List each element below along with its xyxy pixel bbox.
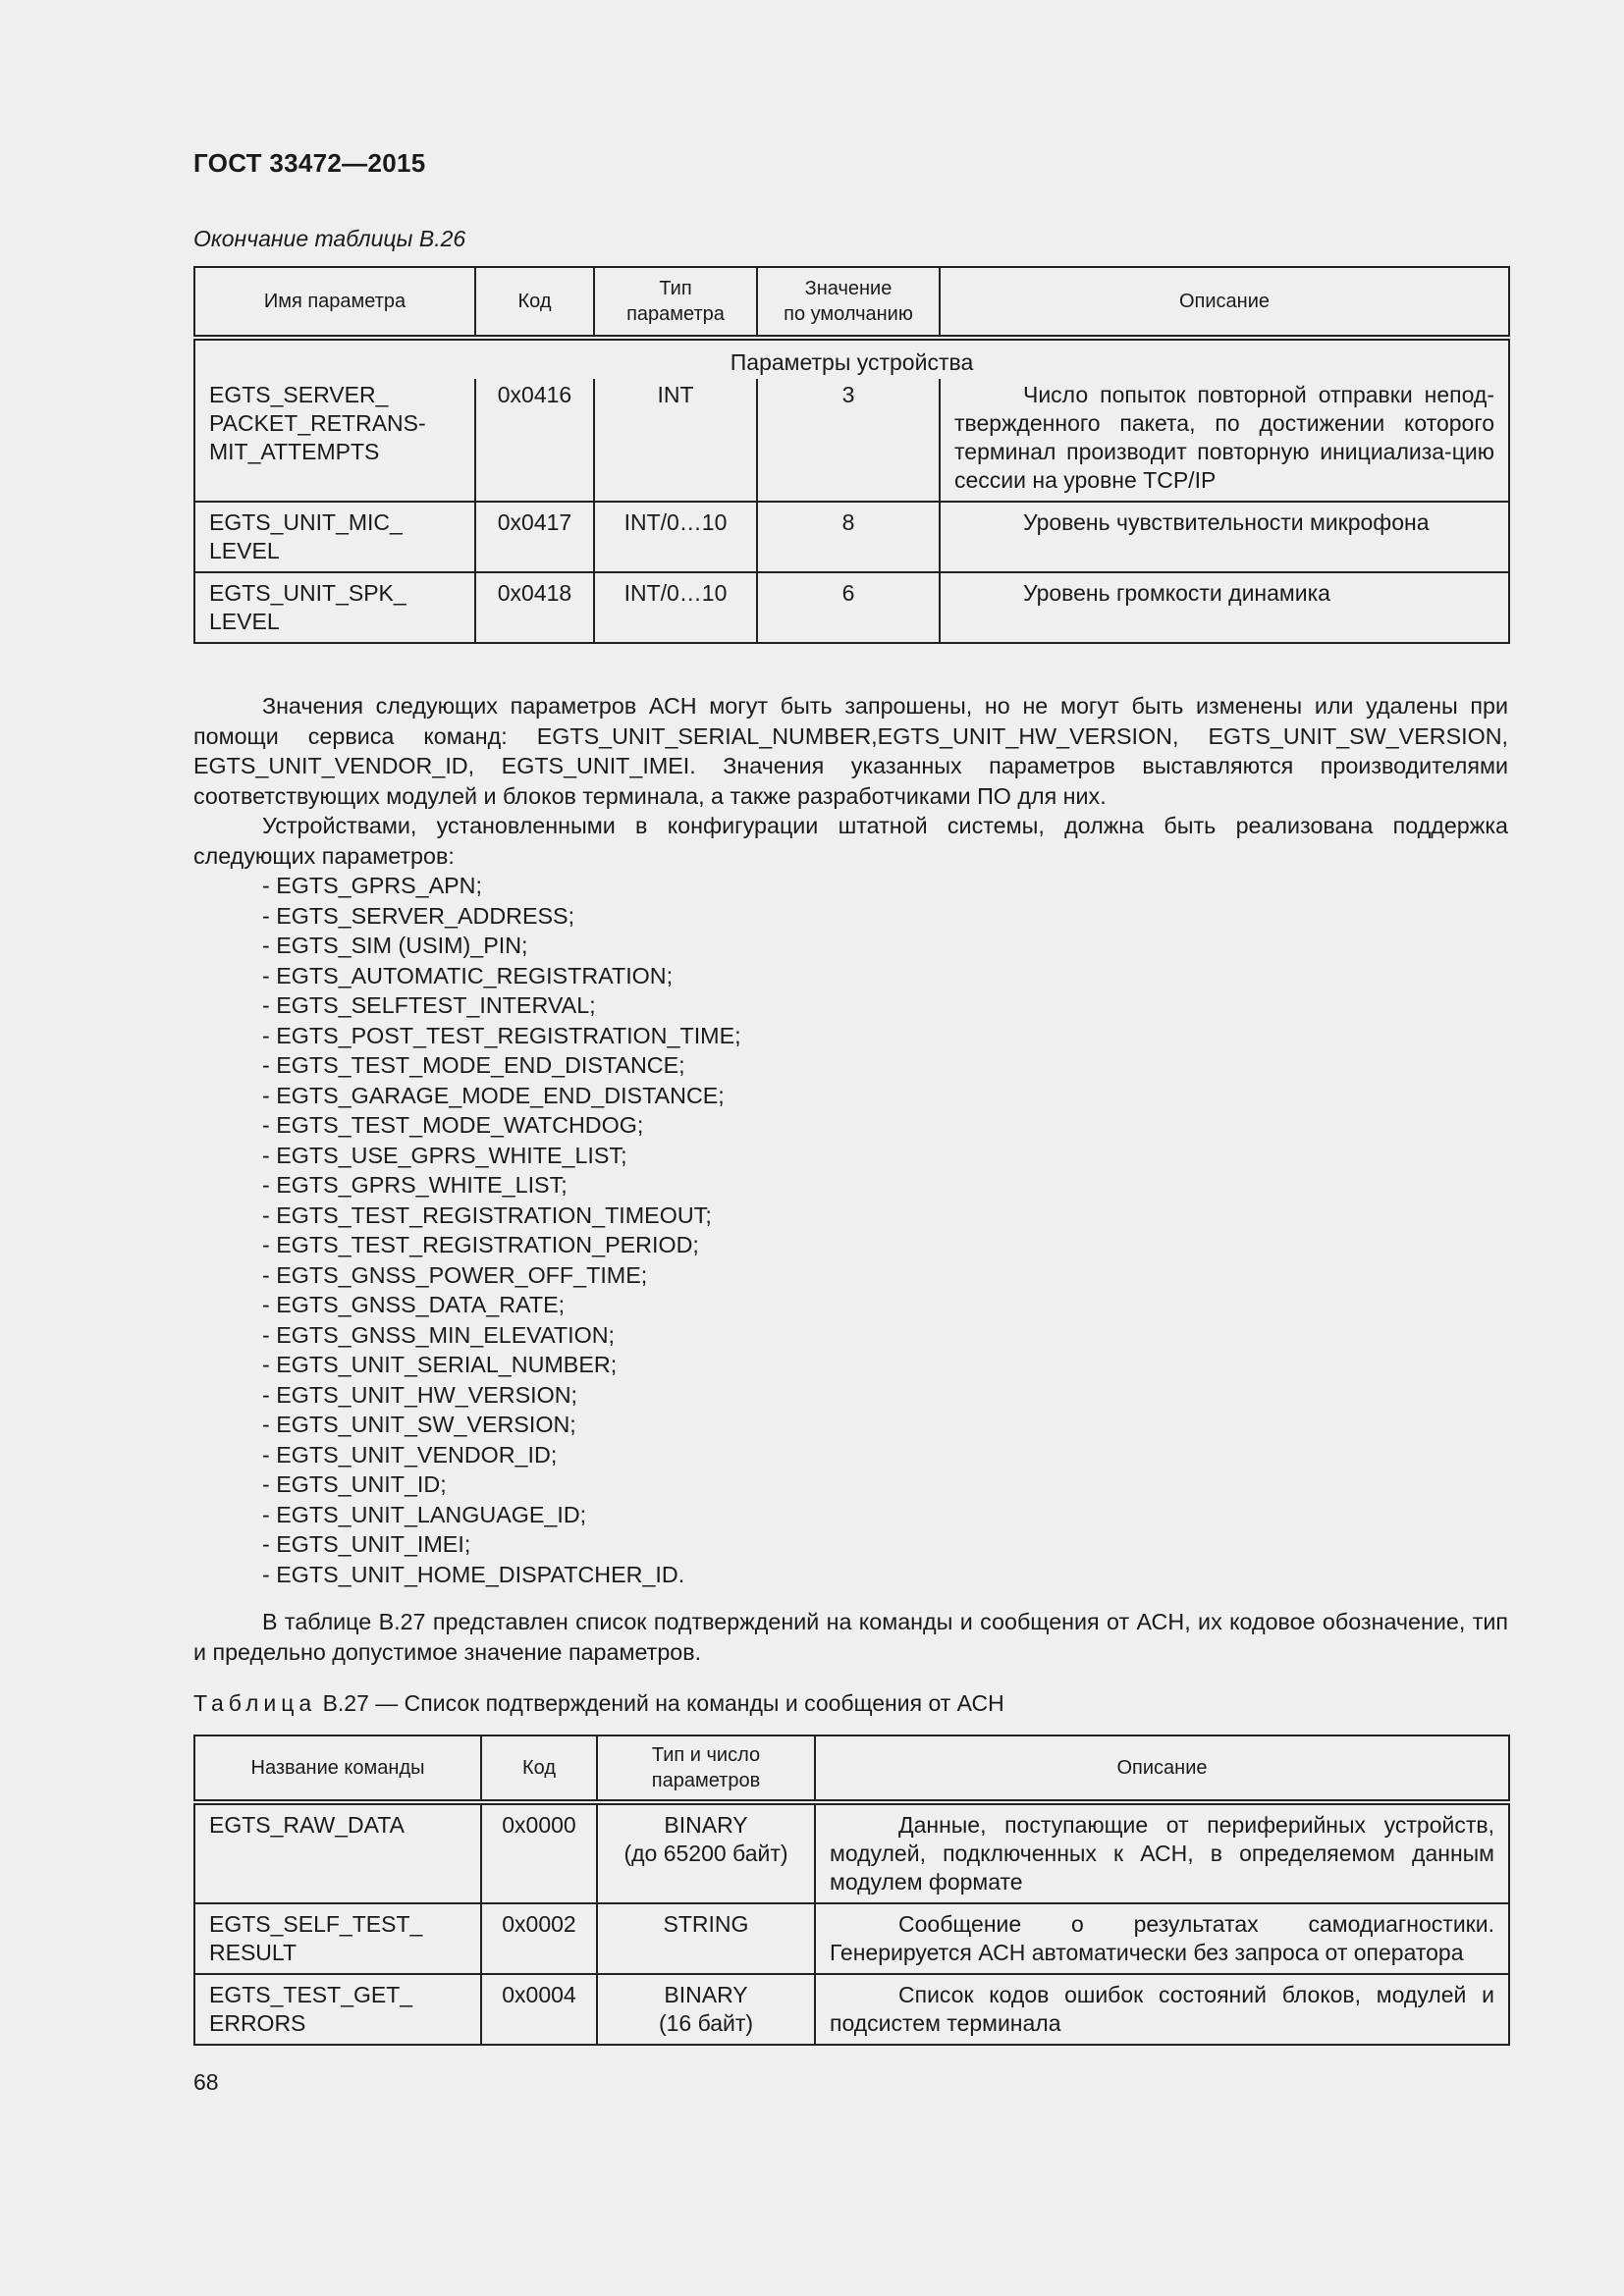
list-item: - EGTS_TEST_REGISTRATION_PERIOD; — [262, 1232, 699, 1257]
param-type: INT/0…10 — [594, 572, 757, 643]
command-description: Сообщение о результатах самодиагностики. Генерируется АСН автоматически без запроса от оператора — [815, 1903, 1509, 1974]
list-item: - EGTS_SIM (USIM)_PIN; — [262, 933, 528, 958]
table-title: В.27 — Список подтверждений на команды и сообщения от АСН — [316, 1690, 1004, 1716]
list-item: - EGTS_UNIT_IMEI; — [262, 1531, 471, 1557]
list-item: - EGTS_TEST_REGISTRATION_TIMEOUT; — [262, 1201, 712, 1228]
page-number: 68 — [193, 2069, 219, 2095]
param-default: 6 — [757, 572, 940, 643]
paragraph: В таблице В.27 представлен список подтверждений на команды и сообщения от АСН, их кодовое обозначение, тип и предельно допустимое значение параметров. — [193, 1609, 1508, 1665]
column-header: Тип параметра — [594, 267, 757, 338]
param-code: 0x0417 — [475, 502, 594, 572]
list-item: - EGTS_AUTOMATIC_REGISTRATION; — [262, 962, 674, 988]
table-b27 — [193, 1735, 1510, 2046]
column-header: Имя параметра — [194, 267, 475, 338]
param-name: EGTS_SERVER_ PACKET_RETRANS- MIT_ATTEMPTS — [194, 379, 475, 502]
list-item: - EGTS_SELFTEST_INTERVAL; — [262, 992, 596, 1018]
param-default: 3 — [757, 379, 940, 502]
list-item: - EGTS_GNSS_MIN_ELEVATION; — [262, 1321, 616, 1348]
table-row — [194, 1974, 1509, 2045]
table2-caption — [193, 1690, 1004, 1717]
body-text — [193, 691, 1508, 1589]
command-description: Список кодов ошибок состояний блоков, модулей и подсистем терминала — [815, 1974, 1509, 2045]
command-description: Данные, поступающие от периферийных устройств, модулей, подключенных к АСН, в определяемом данным модулем формате — [815, 1802, 1509, 1903]
param-code: 0x0418 — [475, 572, 594, 643]
list-item: - EGTS_GPRS_WHITE_LIST; — [262, 1172, 568, 1198]
param-type: INT/0…10 — [594, 502, 757, 572]
table-row — [194, 1903, 1509, 1974]
param-code: 0x0416 — [475, 379, 594, 502]
param-name: EGTS_UNIT_SPK_ LEVEL — [194, 572, 475, 643]
section-label: Параметры устройства — [194, 338, 1509, 379]
list-item: - EGTS_UNIT_VENDOR_ID; — [262, 1441, 558, 1468]
command-code: 0x0000 — [481, 1802, 597, 1903]
command-code: 0x0004 — [481, 1974, 597, 2045]
table-row — [194, 1802, 1509, 1903]
list-item: - EGTS_UNIT_ID; — [262, 1471, 447, 1497]
list-item: - EGTS_SERVER_ADDRESS; — [262, 902, 575, 929]
document-header: ГОСТ 33472—2015 — [193, 148, 426, 178]
command-name: EGTS_RAW_DATA — [194, 1802, 481, 1903]
list-item: - EGTS_GARAGE_MODE_END_DISTANCE; — [262, 1082, 725, 1108]
list-item: - EGTS_TEST_MODE_END_DISTANCE; — [262, 1052, 685, 1078]
list-item: - EGTS_GPRS_APN; — [262, 873, 482, 898]
body-text-2 — [193, 1607, 1508, 1667]
parameter-list — [193, 871, 1508, 1589]
param-name: EGTS_UNIT_MIC_ LEVEL — [194, 502, 475, 572]
list-item: - EGTS_UNIT_LANGUAGE_ID; — [262, 1501, 587, 1527]
column-header: Тип и число параметров — [597, 1735, 815, 1802]
command-type: BINARY (до 65200 байт) — [597, 1802, 815, 1903]
column-header: Код — [481, 1735, 597, 1802]
table-row — [194, 379, 1509, 502]
paragraph: Устройствами, установленными в конфигурации штатной системы, должна быть реализована поддержка следующих параметров: — [193, 813, 1508, 869]
list-item: - EGTS_UNIT_HOME_DISPATCHER_ID. — [262, 1561, 685, 1587]
table-row — [194, 572, 1509, 643]
param-description: Уровень чувствительности микрофона — [940, 502, 1509, 572]
param-default: 8 — [757, 502, 940, 572]
column-header: Код — [475, 267, 594, 338]
column-header: Название команды — [194, 1735, 481, 1802]
list-item: - EGTS_GNSS_DATA_RATE; — [262, 1292, 566, 1317]
table-row — [194, 502, 1509, 572]
command-name: EGTS_TEST_GET_ ERRORS — [194, 1974, 481, 2045]
list-item: - EGTS_USE_GPRS_WHITE_LIST; — [262, 1142, 627, 1168]
list-item: - EGTS_TEST_MODE_WATCHDOG; — [262, 1112, 644, 1138]
column-header: Описание — [815, 1735, 1509, 1802]
command-name: EGTS_SELF_TEST_ RESULT — [194, 1903, 481, 1974]
command-type: STRING — [597, 1903, 815, 1974]
param-type: INT — [594, 379, 757, 502]
column-header: Описание — [940, 267, 1509, 338]
param-description: Уровень громкости динамика — [940, 572, 1509, 643]
list-item: - EGTS_POST_TEST_REGISTRATION_TIME; — [262, 1022, 741, 1048]
param-description: Число попыток повторной отправки непод-твержденного пакета, по достижении которого терминал производит повторную инициализа-цию сессии на уровне TCP/IP — [940, 379, 1509, 502]
table1-caption: Окончание таблицы В.26 — [193, 226, 466, 251]
table-b26-end — [193, 266, 1510, 644]
command-code: 0x0002 — [481, 1903, 597, 1974]
column-header: Значение по умолчанию — [757, 267, 940, 338]
list-item: - EGTS_UNIT_SERIAL_NUMBER; — [262, 1352, 618, 1377]
table-label: Таблица — [193, 1690, 317, 1716]
list-item: - EGTS_GNSS_POWER_OFF_TIME; — [262, 1261, 648, 1288]
list-item: - EGTS_UNIT_SW_VERSION; — [262, 1412, 576, 1437]
paragraph: Значения следующих параметров АСН могут быть запрошены, но не могут быть изменены или удалены при помощи сервиса команд: EGTS_UNIT_SERIAL_NUMBER,EGTS_UNIT_HW_VERSION, EGTS_UNIT_SW_VERSION, EGTS_UNIT_VENDOR_ID, EGTS_UNIT_IMEI. Значения указанных параметров выставляются производителями соответствующих модулей и блоков терминала, а также разработчиками ПО для них. — [193, 693, 1508, 809]
list-item: - EGTS_UNIT_HW_VERSION; — [262, 1381, 578, 1408]
command-type: BINARY (16 байт) — [597, 1974, 815, 2045]
